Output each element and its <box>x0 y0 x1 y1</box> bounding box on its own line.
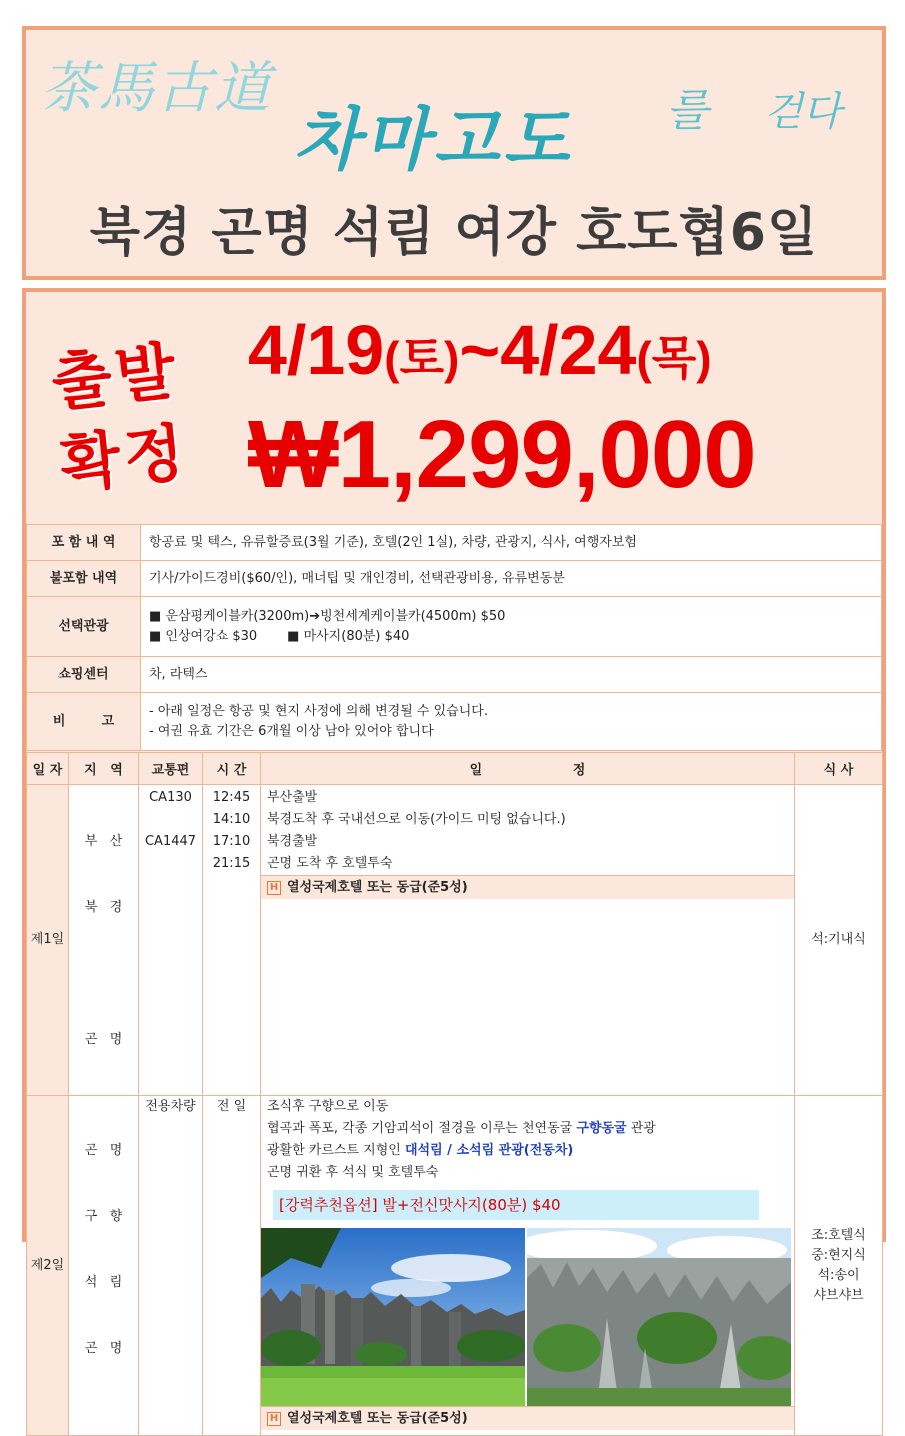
table-row-day1 <box>27 785 883 1096</box>
table-row-day2 <box>27 1096 883 1436</box>
notes-label: 비 고 <box>27 693 141 751</box>
day1-meal: 석:기내식 <box>795 785 883 1096</box>
notes-value: - 아래 일정은 항공 및 현지 사정에 의해 변경될 수 있습니다. - 여권 유효 기간은 6개월 이상 남아 있어야 합니다 <box>141 693 882 751</box>
table-row <box>27 561 882 597</box>
table-row <box>27 657 882 693</box>
stone-forest-photo-1 <box>261 1228 525 1406</box>
day1-itinerary: 부산출발 북경도착 후 국내선으로 이동(가이드 미팅 없습니다.) 북경출발 곤명 도착 후 호텔투숙 H 열성국제호텔 또는 동급(준5성) <box>261 785 795 1096</box>
header-time: 시 간 <box>203 753 261 785</box>
header-itinerary: 일 정 <box>261 753 795 785</box>
header-transport: 교통편 <box>139 753 203 785</box>
optional-tour-label: 선택관광 <box>27 597 141 657</box>
header-day: 일 자 <box>27 753 69 785</box>
included-value: 항공료 및 텍스, 유류할증료(3월 기준), 호텔(2인 1실), 차량, 관광지, 식사, 여행자보험 <box>141 525 882 561</box>
table-row <box>27 693 882 751</box>
recommended-option-banner: [강력추천옵션] 발+전신맛사지(80분) $40 <box>273 1190 759 1220</box>
day1-label: 제1일 <box>27 785 69 1096</box>
day1-hotel: H 열성국제호텔 또는 동급(준5성) <box>261 875 794 899</box>
excluded-label: 불포함 내역 <box>27 561 141 597</box>
title-verb: 걷다 <box>764 89 842 135</box>
day2-transport: 전용차량 <box>139 1096 203 1436</box>
title-particle: 를 <box>666 85 709 136</box>
day2-regions: 곤 명 구 향 석 림 곤 명 <box>69 1096 139 1436</box>
day2-time: 전 일 <box>203 1096 261 1436</box>
header-meal: 식 사 <box>795 753 883 785</box>
day1-transports: CA130 CA1447 <box>139 785 203 1096</box>
included-label: 포 함 내 역 <box>27 525 141 561</box>
tour-price: ₩1,299,000 <box>248 401 756 508</box>
title-banner <box>22 26 886 280</box>
header-region: 지 역 <box>69 753 139 785</box>
day2-label: 제2일 <box>27 1096 69 1436</box>
chinese-title: 茶馬古道 <box>40 56 272 121</box>
table-header-row <box>27 753 883 785</box>
optional-tour-value: ■ 운삼평케이블카(3200m)➔빙천세계케이블카(4500m) $50 ■ 인상여강쇼 $30 ■ 마사지(80분) $40 <box>141 597 882 657</box>
day1-regions: 부 산 북 경 곤 명 <box>69 785 139 1096</box>
stone-forest-photo-2 <box>527 1228 791 1406</box>
itinerary-table <box>26 752 883 1436</box>
day2-meal: 조:호텔식 중:현지식 석:송이 샤브샤브 <box>795 1096 883 1436</box>
hotel-icon: H <box>267 881 281 895</box>
table-row <box>27 525 882 561</box>
day1-times: 12:45 14:10 17:10 21:15 <box>203 785 261 1096</box>
departure-confirmed-stamp: 출발 확정 <box>48 333 192 502</box>
travel-dates: 4/19(토)~4/24(목) <box>248 311 712 389</box>
tour-title: 북경 곤명 석림 여강 호도협6일 <box>89 203 819 263</box>
day2-itinerary: 조식후 구향으로 이동 협곡과 폭포, 각종 기암괴석이 절경을 이루는 천연동굴 구향동굴 관광 광활한 카르스트 지형인 대석림 / 소석림 관광(전동차) 곤명 귀환 후 석식 및 호텔투숙 [강력추천옵션] 발+전신맛사지(80분) $40 H 열성국제호텔 또는 동급(준5성) <box>261 1096 795 1436</box>
stone-forest-photos <box>261 1228 794 1406</box>
tour-info-table <box>26 524 882 751</box>
excluded-value: 기사/가이드경비($60/인), 매너팁 및 개인경비, 선택관광비용, 유류변동분 <box>141 561 882 597</box>
hotel-icon: H <box>267 1412 281 1426</box>
shopping-value: 차, 라텍스 <box>141 657 882 693</box>
day2-hotel: H 열성국제호텔 또는 동급(준5성) <box>261 1406 794 1430</box>
korean-title: 차마고도 <box>294 101 573 180</box>
shopping-label: 쇼핑센터 <box>27 657 141 693</box>
table-row <box>27 597 882 657</box>
